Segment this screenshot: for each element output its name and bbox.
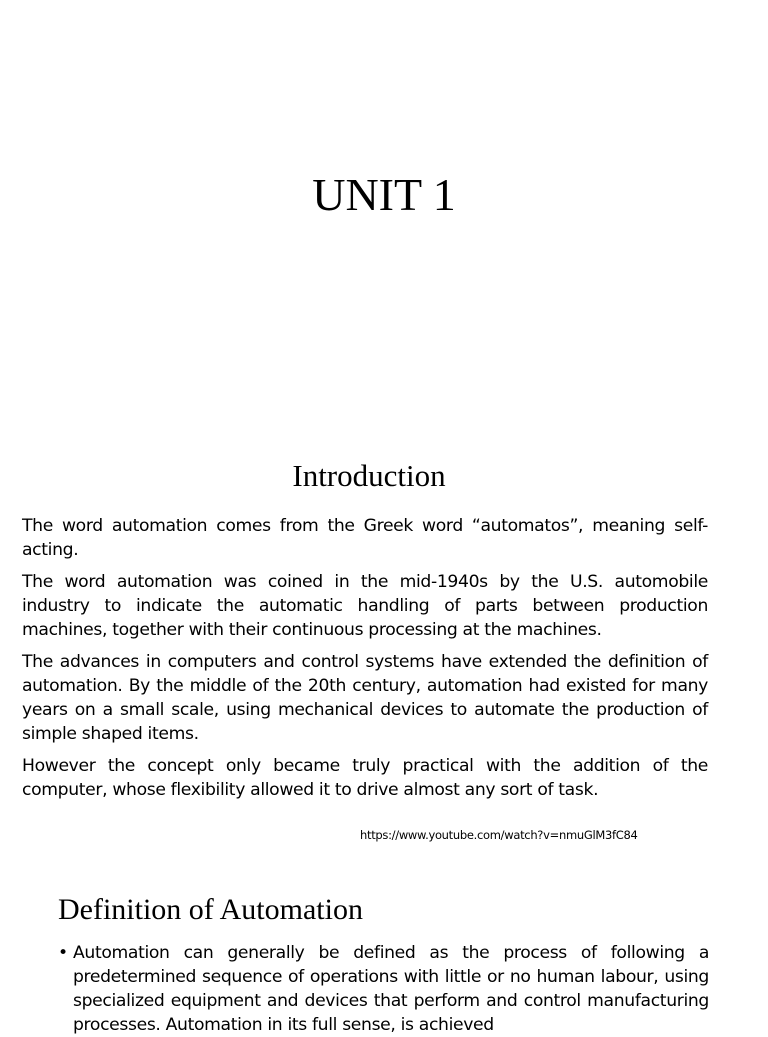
paragraph-origin: The word automation was coined in the mid-1940s by the U.S. automobile industry to indicate the automatic handling of parts between production machines, together with their continuous processing at the machines. (22, 572, 708, 640)
introduction-heading: Introduction (292, 458, 446, 493)
definition-heading: Definition of Automation (58, 893, 363, 926)
unit-title: UNIT 1 (312, 169, 456, 220)
definition-bullet (58, 941, 709, 1037)
definition-list (58, 941, 709, 1037)
introduction-slide (0, 440, 768, 1035)
paragraph-computer: However the concept only became truly practical with the addition of the computer, whose flexibility allowed it to drive almost any sort of task. (22, 756, 708, 800)
paragraph-advances: The advances in computers and control systems have extended the definition of automation. By the middle of the 20th century, automation had existed for many years on a small scale, using mechanical devices to automate the production of simple shaped items. (22, 652, 708, 744)
youtube-link[interactable]: https://www.youtube.com/watch?v=nmuGlM3fC84 (360, 828, 638, 842)
definition-text: Automation can generally be defined as the process of following a predetermined sequence of operations with little or no human labour, using specialized equipment and devices that perform and control manufacturing processes. Automation in its full sense, is achieved (73, 943, 709, 1035)
introduction-body (22, 514, 708, 810)
bullet-icon: • (58, 943, 68, 963)
title-slide (0, 0, 768, 440)
paragraph-etymology: The word automation comes from the Greek word “automatos”, meaning self-acting. (22, 516, 708, 560)
